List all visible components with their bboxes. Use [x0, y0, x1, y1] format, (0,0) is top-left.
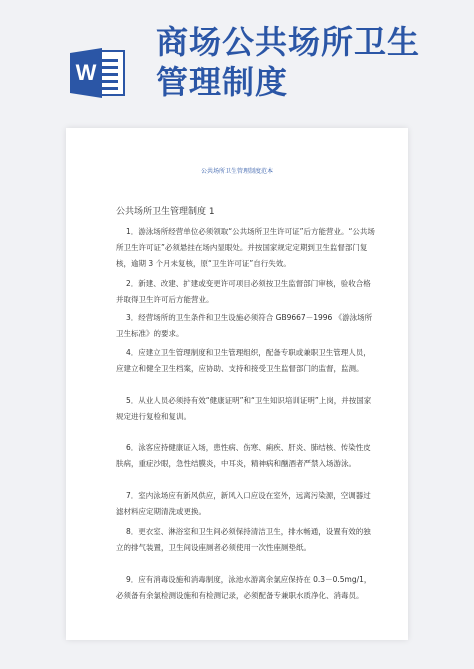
document-page — [66, 128, 408, 640]
document-heading: 公共场所卫生管理制度范本 — [200, 168, 273, 175]
paragraph-9: 9．应有消毒设施和消毒制度，泳池水游离余氯应保持在 0.3－0.5mg/1，必须备有余氯检测设施和有检测记录，必须配备专兼职水质净化、消毒员。 — [116, 575, 372, 600]
paragraph-3: 3．经营场所的卫生条件和卫生设施必须符合 GB9667－1996 《游泳场所卫生标准》的要求。 — [116, 313, 373, 338]
word-logo-letter: W — [75, 60, 97, 85]
page-title — [156, 22, 466, 102]
paragraph-1: 1．游泳场所经营单位必须领取“公共场所卫生许可证”后方能营业。“公共场所卫生许可证”必须悬挂在场内显眼处。并按国家规定定期到卫生监督部门复核，逾期 3 个月未复核，原“卫生许可证”自行失效。 — [116, 227, 375, 268]
title-line-2: 管理制度 — [156, 63, 289, 101]
title-line-1: 商场公共场所卫生 — [156, 23, 421, 61]
section-title: 公共场所卫生管理制度 1 — [116, 207, 215, 217]
paragraph-8: 8．更衣室、淋浴室和卫生间必须保持清洁卫生，排水畅通，设置有效的独立的排气装置，卫生间设座厕者必须使用一次性座厕垫纸。 — [116, 527, 371, 552]
word-logo-icon — [68, 46, 128, 100]
paragraph-7: 7．室内泳场应有新风供应，新风入口应设在室外，远离污染源，空调器过滤材料应定期清洗或更换。 — [116, 491, 371, 516]
paragraph-2: 2．新建、改建、扩建或变更许可项目必须按卫生监督部门审核，验收合格并取得卫生许可后方能营业。 — [116, 279, 371, 304]
paragraph-6: 6．泳客应持健康证入场，患性病、伤寒、痢疾、肝炎、肺结核、传染性皮肤病，重症沙眼，急性结膜炎，中耳炎，精神病和酗酒者严禁入场游泳。 — [116, 443, 371, 468]
paragraph-4: 4．应建立卫生管理制度和卫生管理组织，配备专职或兼职卫生管理人员，应建立和健全卫生档案，应协助、支持和接受卫生监督部门的监督，监测。 — [116, 348, 371, 373]
header-banner — [0, 0, 474, 120]
paragraph-5: 5．从业人员必须持有效“健康证明”和“卫生知识培训证明”上岗，并按国家规定进行复检和复训。 — [116, 396, 372, 421]
